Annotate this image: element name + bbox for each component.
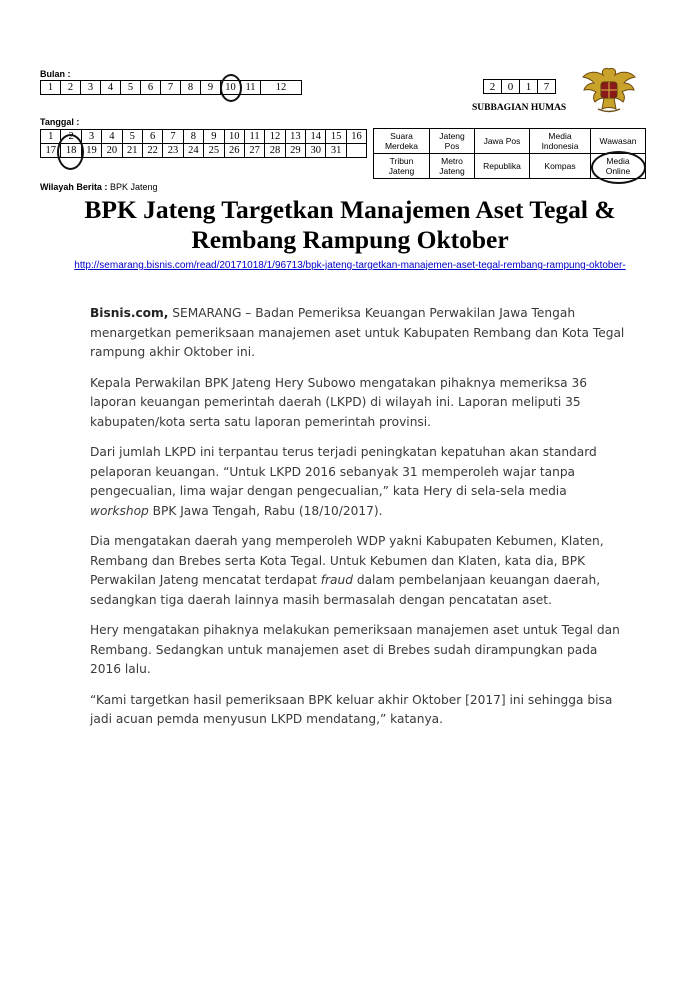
day-cell: 27 xyxy=(244,144,264,158)
day-row-2 xyxy=(41,144,367,158)
day-cell: 11 xyxy=(244,130,264,144)
day-cell: 7 xyxy=(163,130,183,144)
day-cell: 24 xyxy=(183,144,203,158)
month-cell: 1 xyxy=(41,81,61,95)
day-cell: 26 xyxy=(224,144,244,158)
bulan-label: Bulan : xyxy=(40,69,71,79)
paragraph-3 xyxy=(90,443,625,521)
article-headline: BPK Jateng Targetkan Manajemen Aset Tegal & Rembang Rampung Oktober xyxy=(84,195,616,254)
day-grid xyxy=(40,129,367,158)
paragraph-2: Kepala Perwakilan BPK Jateng Hery Subowo mengatakan pihaknya memeriksa 36 laporan keuangan pemerintah daerah (LKPD) di wilayah ini. Laporan meliputi 35 kabupaten/kota serta satu laporan pemerintah provinsi. xyxy=(90,375,588,429)
day-cell: 20 xyxy=(102,144,122,158)
wilayah-value: BPK Jateng xyxy=(109,182,158,192)
article-body xyxy=(90,304,625,741)
day-cell: 17 xyxy=(41,144,61,158)
month-cell: 4 xyxy=(101,81,121,95)
day-cell: 28 xyxy=(265,144,285,158)
paragraph-5: Hery mengatakan pihaknya melakukan pemeriksaan manajemen aset untuk Tegal dan Rembang. Sedangkan untuk manajemen aset di Brebes sudah dirampungkan pada 2016 lalu. xyxy=(90,623,620,676)
day-cell: 19 xyxy=(81,144,101,158)
paragraph-4 xyxy=(90,532,625,610)
media-cell: Wawasan xyxy=(591,129,646,154)
day-cell: 29 xyxy=(285,144,305,158)
day-cell: 14 xyxy=(306,130,326,144)
media-cell: Republika xyxy=(475,154,530,179)
day-selection-circle xyxy=(57,134,84,170)
day-cell: 4 xyxy=(102,130,122,144)
wilayah-line xyxy=(40,182,158,192)
year-digit: 0 xyxy=(502,80,520,94)
day-cell: 25 xyxy=(204,144,224,158)
paragraph-4-text-b: dalam pembelanjaan keuangan daerah, sedangkan tiga daerah lainnya masih bermasalah dengan pencatatan aset. xyxy=(90,573,601,607)
day-cell: 5 xyxy=(122,130,142,144)
paragraph-3-italic: workshop xyxy=(90,503,149,518)
month-grid xyxy=(40,80,302,95)
media-cell: Tribun Jateng xyxy=(374,154,430,179)
media-selection-circle xyxy=(591,151,646,184)
month-selection-circle xyxy=(220,74,242,102)
day-cell: 8 xyxy=(183,130,203,144)
day-row-1 xyxy=(41,130,367,144)
day-cell: 30 xyxy=(306,144,326,158)
month-cell: 5 xyxy=(121,81,141,95)
day-cell: 13 xyxy=(285,130,305,144)
media-cell: Jateng Pos xyxy=(430,129,475,154)
month-cell: 12 xyxy=(261,81,302,95)
tanggal-label: Tanggal : xyxy=(40,117,80,127)
day-cell-selected: 18 xyxy=(61,144,81,158)
media-cell: Suara Merdeka xyxy=(374,129,430,154)
media-cell-selected: Media Online xyxy=(591,154,646,179)
paragraph-1 xyxy=(90,304,625,363)
day-cell: 12 xyxy=(265,130,285,144)
month-cell: 3 xyxy=(81,81,101,95)
day-cell: 9 xyxy=(204,130,224,144)
unit-label: SUBBAGIAN HUMAS xyxy=(472,103,567,113)
day-cell xyxy=(346,144,366,158)
day-cell: 2 xyxy=(61,130,81,144)
year-digit: 7 xyxy=(538,80,556,94)
garuda-emblem-icon xyxy=(580,65,638,115)
day-cell: 1 xyxy=(41,130,61,144)
month-cell: 7 xyxy=(161,81,181,95)
paragraph-4-italic: fraud xyxy=(320,573,353,587)
media-cell: Metro Jateng xyxy=(430,154,475,179)
month-cell: 8 xyxy=(181,81,201,95)
media-cell: Kompas xyxy=(530,154,591,179)
day-cell: 22 xyxy=(142,144,162,158)
source-name: Bisnis.com, xyxy=(90,306,169,320)
day-cell: 6 xyxy=(142,130,162,144)
source-url-link[interactable]: http://semarang.bisnis.com/read/20171018/1/96713/bpk-jateng-targetkan-manajemen-aset-tegal-rembang-rampung-oktober- xyxy=(74,260,626,271)
day-cell: 3 xyxy=(81,130,101,144)
wilayah-label: Wilayah Berita : xyxy=(40,182,108,192)
paragraph-1-text: SEMARANG – Badan Pemeriksa Keuangan Perwakilan Jawa Tengah menargetkan pemeriksaan manajemen aset untuk Kabupaten Rembang dan Kota Tegal rampung akhir Oktober ini. xyxy=(90,306,625,359)
day-cell: 31 xyxy=(326,144,346,158)
month-cell-selected: 10 xyxy=(221,81,241,95)
month-cell: 9 xyxy=(201,81,221,95)
month-cell: 11 xyxy=(241,81,261,95)
day-cell: 10 xyxy=(224,130,244,144)
day-cell: 21 xyxy=(122,144,142,158)
media-cell: Jawa Pos xyxy=(475,129,530,154)
paragraph-4-text-a: Dia mengatakan daerah yang memperoleh WDP yakni Kabupaten Kebumen, Klaten, Rembang dan Brebes serta Kota Tegal. Untuk Kebumen dan Klaten, kata dia, BPK Perwakilan Jateng mencatat terdapat xyxy=(90,534,604,587)
month-cell: 2 xyxy=(61,81,81,95)
year-digit: 1 xyxy=(520,80,538,94)
paragraph-3-text-b: BPK Jawa Tengah, Rabu (18/10/2017). xyxy=(148,503,383,518)
year-digit: 2 xyxy=(484,80,502,94)
day-cell: 23 xyxy=(163,144,183,158)
paragraph-6: “Kami targetkan hasil pemeriksaan BPK keluar akhir Oktober [2017] ini sehingga bisa jadi acuan pemda menyusun LKPD mendatang,” katanya. xyxy=(90,692,613,726)
day-cell: 16 xyxy=(346,130,366,144)
year-box xyxy=(483,79,556,94)
media-cell: Media Indonesia xyxy=(530,129,591,154)
month-cell: 6 xyxy=(141,81,161,95)
paragraph-3-text-a: Dari jumlah LKPD ini terpantau terus terjadi peningkatan kepatuhan akan standard pelaporan keuangan. “Untuk LKPD 2016 sebanyak 31 memperoleh wajar tanpa pengecualian, lima wajar dengan pengecualian,” kata Hery di sela-sela media xyxy=(90,445,597,498)
day-cell: 15 xyxy=(326,130,346,144)
